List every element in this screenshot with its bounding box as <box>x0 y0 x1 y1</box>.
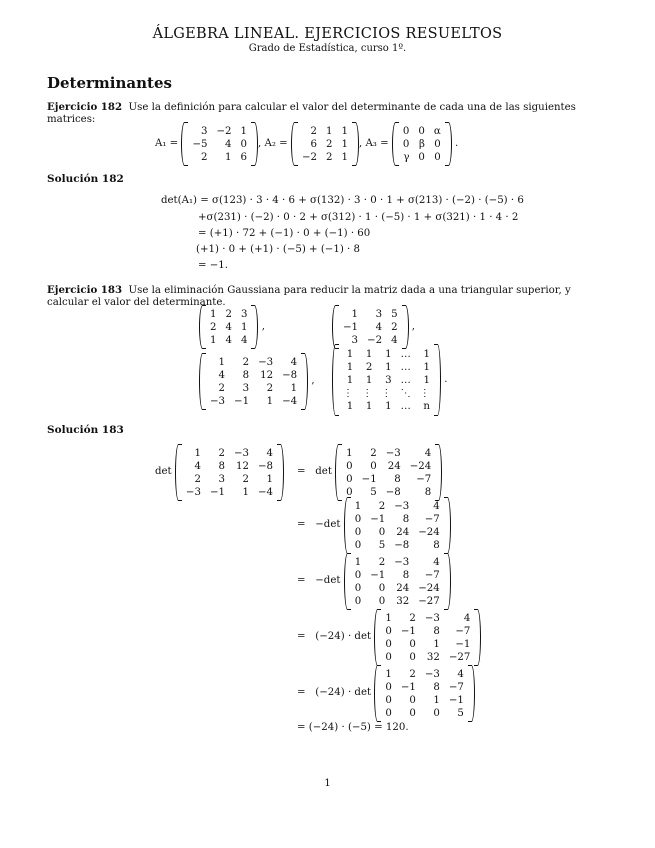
matrix-entry: −4 <box>282 395 298 407</box>
matrix-entry: −7 <box>424 513 440 525</box>
matrix-entry: 1 <box>210 308 217 320</box>
matrix-entry: −24 <box>418 526 440 538</box>
matrix-entry: 2 <box>225 308 232 320</box>
matrix-grid <box>339 306 402 349</box>
ex183-matrix-3: 1 2 −3 4 4 8 12 −8 2 3 2 1 −3 −1 1 −4 , <box>199 353 315 410</box>
sol183-step-4: = (−24) · det 1 2 −3 4 0 −1 8 −7 0 0 1 −1 0 0 32 −27 <box>297 609 481 666</box>
matrix-entry: 2 <box>378 500 386 512</box>
matrix-entry: −3 <box>258 356 274 368</box>
section-title: Determinantes <box>47 74 172 92</box>
matrix-entry: 0 <box>378 526 386 538</box>
matrix-entry: 0 <box>346 473 353 485</box>
matrix-entry: … <box>400 374 411 386</box>
matrix-entry: 24 <box>396 526 410 538</box>
matrix-grid <box>351 554 444 610</box>
matrix-entry: 8 <box>402 513 410 525</box>
matrix-entry: γ <box>403 151 410 163</box>
matrix-entry: 1 <box>346 361 354 373</box>
matrix-entry: −3 <box>385 447 401 459</box>
matrix-entry: 0 <box>402 125 410 137</box>
matrix-entry: 4 <box>463 612 471 624</box>
sol182-line-4: (+1) · 0 + (+1) · (−5) + (−1) · 8 <box>196 244 360 255</box>
matrix-entry: 1 <box>385 400 392 412</box>
matrix-entry: 0 <box>385 625 392 637</box>
matrix-a2 <box>291 122 359 166</box>
matrix-entry: 0 <box>418 125 425 137</box>
a2-label: , A₂ = <box>258 137 288 149</box>
matrix-entry: 1 <box>266 395 274 407</box>
matrix-entry: 8 <box>242 369 250 381</box>
matrix-entry: 1 <box>326 125 333 137</box>
matrix-entry: 12 <box>260 369 274 381</box>
matrix-entry: β <box>419 138 425 150</box>
matrix-entry: 1 <box>225 151 232 163</box>
matrix-entry: 0 <box>434 151 441 163</box>
matrix-entry: 4 <box>433 500 440 512</box>
matrix-entry: 1 <box>346 374 354 386</box>
matrix-entry: 0 <box>240 138 248 150</box>
exercise-183-text: Use la eliminación Gaussiana para reducir la matriz dada a una triangular superior, y calcular el valor del determinante. <box>47 285 571 309</box>
matrix-entry: 1 <box>423 374 430 386</box>
matrix-grid <box>206 354 301 410</box>
matrix-grid <box>351 498 444 554</box>
a3-label: , A₃ = <box>358 137 389 149</box>
matrix-entry: 2 <box>409 668 416 680</box>
exercise-182-label: Ejercicio 182 <box>47 101 123 113</box>
sol183-step-1: = det 1 2 −3 4 0 0 24 −24 0 −1 8 −7 0 5 −8 8 <box>297 444 442 501</box>
matrix-entry: 5 <box>378 539 386 551</box>
matrix-entry: 0 <box>434 138 441 150</box>
matrix-entry: 0 <box>354 513 362 525</box>
matrix-entry: 1 <box>194 447 201 459</box>
matrix-entry: 4 <box>240 334 248 346</box>
matrix-entry: 4 <box>225 334 232 346</box>
matrix-entry: 0 <box>354 569 362 581</box>
matrix-grid <box>339 346 434 415</box>
a1-label: A₁ = <box>155 137 179 149</box>
matrix-entry: −3 <box>233 447 249 459</box>
matrix-entry: ⋮ <box>343 387 354 399</box>
sol182-line-5: = −1. <box>198 260 229 271</box>
matrix-entry: −1 <box>209 486 225 498</box>
document-title: ÁLGEBRA LINEAL. EJERCICIOS RESUELTOS <box>152 26 503 42</box>
matrix-entry: 1 <box>385 348 392 360</box>
matrix-entry: 3 <box>351 334 359 346</box>
matrix-entry: −3 <box>424 612 440 624</box>
matrix-entry: 0 <box>433 707 440 719</box>
matrix-entry: 4 <box>433 556 440 568</box>
matrix-entry: −7 <box>455 625 471 637</box>
matrix-entry: 4 <box>194 460 201 472</box>
matrix-entry: −3 <box>394 500 410 512</box>
matrix-entry: 0 <box>354 539 362 551</box>
matrix-entry: ⋱ <box>400 387 411 399</box>
matrix-entry: 1 <box>266 473 274 485</box>
matrix-entry: 1 <box>242 486 249 498</box>
matrix-entry: 8 <box>218 460 225 472</box>
matrix-entry: … <box>400 400 411 412</box>
matrix-entry: 2 <box>370 447 377 459</box>
matrix-entry: 24 <box>387 460 401 472</box>
matrix-entry: 8 <box>433 625 440 637</box>
a3-end: . <box>455 137 459 149</box>
matrix-entry: 8 <box>394 473 401 485</box>
matrix-entry: −3 <box>394 556 410 568</box>
matrix-entry: 2 <box>391 321 398 333</box>
matrix-entry: 2 <box>266 382 274 394</box>
sol182-line-2: +σ(231) · (−2) · 0 · 2 + σ(312) · 1 · (−5) · 1 + σ(321) · 1 · 4 · 2 <box>198 212 519 223</box>
matrix-entry: −3 <box>210 395 226 407</box>
matrix-entry: 0 <box>370 460 377 472</box>
matrix-entry: 1 <box>385 668 392 680</box>
matrix-entry: ⋮ <box>419 387 430 399</box>
matrix-entry: 4 <box>225 138 232 150</box>
matrix-entry: 3 <box>242 382 250 394</box>
solution-183-label: Solución 183 <box>47 424 124 436</box>
matrix-entry: 2 <box>242 356 250 368</box>
matrix-entry: 5 <box>457 707 464 719</box>
matrix-entry: 0 <box>346 486 353 498</box>
matrix-entry: 3 <box>240 308 248 320</box>
matrix-entry: 4 <box>218 369 226 381</box>
matrix-entry: 0 <box>409 694 416 706</box>
matrix-entry: 0 <box>409 638 416 650</box>
matrix-grid <box>399 123 445 166</box>
matrix-entry: 1 <box>433 694 440 706</box>
solution-182-label: Solución 182 <box>47 173 124 185</box>
matrix-entry: 2 <box>378 556 386 568</box>
matrix-entry: 2 <box>310 125 317 137</box>
matrix-entry: 0 <box>402 138 410 150</box>
matrix-entry: 2 <box>326 151 333 163</box>
matrix-entry: −7 <box>424 569 440 581</box>
matrix-entry: 0 <box>354 595 362 607</box>
matrix-grid <box>298 123 352 166</box>
matrix-entry: 8 <box>433 539 440 551</box>
matrix-entry: 24 <box>396 582 410 594</box>
matrix-entry: 5 <box>370 486 377 498</box>
matrix-entry: 4 <box>391 334 398 346</box>
matrix-entry: 0 <box>385 638 392 650</box>
matrix-entry: 0 <box>409 651 416 663</box>
matrix-entry: 0 <box>354 526 362 538</box>
matrix-entry: −1 <box>234 395 250 407</box>
matrix-entry: 4 <box>457 668 464 680</box>
matrix-entry: 0 <box>346 460 353 472</box>
matrix-entry: 4 <box>375 321 383 333</box>
matrix-entry: 6 <box>240 151 248 163</box>
matrix-entry: 1 <box>290 382 298 394</box>
matrix-grid <box>381 610 474 666</box>
ex183-matrix-4: 1 1 1 … 1 1 2 1 … 1 1 1 3 … 1 ⋮ ⋮ ⋮ ⋱ ⋮ 1 1 1 … n . <box>332 344 447 416</box>
matrix-entry: 8 <box>402 569 410 581</box>
matrix-entry: 2 <box>218 382 226 394</box>
matrix-entry: 1 <box>240 321 248 333</box>
matrix-entry: 0 <box>409 707 416 719</box>
matrix-entry: α <box>433 125 441 137</box>
matrix-entry: −1 <box>448 694 464 706</box>
matrix-entry: −27 <box>418 595 440 607</box>
matrix-entry: n <box>423 400 430 412</box>
matrix-entry: 0 <box>354 582 362 594</box>
matrix-entry: −1 <box>361 473 377 485</box>
matrix-entry: ⋮ <box>362 387 373 399</box>
matrix-entry: 0 <box>385 651 392 663</box>
matrix-entry: 4 <box>290 356 298 368</box>
matrix-entry: 2 <box>210 321 217 333</box>
exercise-182-text: Use la definición para calcular el valor del determinante de cada una de las siguientes matrices: <box>47 102 576 126</box>
matrix-entry: 1 <box>385 612 392 624</box>
matrix-entry: 2 <box>201 151 208 163</box>
matrix-entry: 0 <box>385 707 392 719</box>
matrix-entry: 1 <box>423 361 430 373</box>
sol183-step-2: = −det 1 2 −3 4 0 −1 8 −7 0 0 24 −24 0 5 −8 8 <box>297 497 451 554</box>
matrix-entry: 1 <box>354 556 362 568</box>
matrix-grid <box>188 123 251 166</box>
matrix-entry: 1 <box>346 348 354 360</box>
matrix-entry: 8 <box>424 486 432 498</box>
matrix-entry: −3 <box>424 668 440 680</box>
matrix-entry: 3 <box>385 374 392 386</box>
matrix-entry: … <box>400 361 411 373</box>
matrix-entry: 1 <box>346 447 353 459</box>
matrix-entry: ⋮ <box>381 387 392 399</box>
matrix-entry: −24 <box>409 460 432 472</box>
matrix-entry: −27 <box>448 651 471 663</box>
matrix-entry: −1 <box>400 681 416 693</box>
matrix-entry: 32 <box>396 595 410 607</box>
page-number: 1 <box>324 778 331 789</box>
matrix-entry: −1 <box>370 569 386 581</box>
sol183-step-3: = −det 1 2 −3 4 0 −1 8 −7 0 0 24 −24 0 0 32 −27 <box>297 553 451 610</box>
sol182-line-1: det(A₁) = σ(123) · 3 · 4 · 6 + σ(132) · 3 · 0 · 1 + σ(213) · (−2) · (−5) · 6 <box>161 195 524 206</box>
matrix-entry: 1 <box>341 125 348 137</box>
ex183-matrix-1: 1 2 3 2 4 1 1 4 4 , <box>199 305 265 349</box>
matrix-entry: … <box>400 348 411 360</box>
sol183-step-5: = (−24) · det 1 2 −3 4 0 −1 8 −7 0 0 1 −1 0 0 0 5 <box>297 665 475 722</box>
matrix-entry: 3 <box>375 308 383 320</box>
matrix-entry: 2 <box>218 447 225 459</box>
matrix-entry: −4 <box>258 486 274 498</box>
matrix-entry: −2 <box>301 151 317 163</box>
sol183-step-0: det 1 2 −3 4 4 8 12 −8 2 3 2 1 −3 −1 1 −4 <box>155 444 284 501</box>
matrix-entry: 2 <box>326 138 333 150</box>
matrix-a3 <box>392 122 452 166</box>
matrix-entry: −8 <box>385 486 401 498</box>
matrix-a1 <box>181 122 258 166</box>
matrix-entry: 0 <box>418 151 425 163</box>
matrix-grid <box>206 306 251 349</box>
matrix-entry: −3 <box>185 486 201 498</box>
matrix-entry: 1 <box>240 125 248 137</box>
matrix-entry: 1 <box>218 356 226 368</box>
ex183-matrix-2: 1 3 5 −1 4 2 3 −2 4 , <box>332 305 415 349</box>
matrix-entry: −8 <box>258 460 274 472</box>
matrix-entry: 1 <box>341 151 348 163</box>
exercise-183 <box>47 284 607 309</box>
matrix-entry: −7 <box>448 681 464 693</box>
matrix-entry: 0 <box>378 582 386 594</box>
matrix-entry: 1 <box>365 400 373 412</box>
document-subtitle: Grado de Estadística, curso 1º. <box>248 43 407 54</box>
matrix-entry: 3 <box>201 125 208 137</box>
matrix-entry: 1 <box>433 638 440 650</box>
matrix-entry: 1 <box>346 400 354 412</box>
matrix-entry: −8 <box>394 539 410 551</box>
matrix-entry: −7 <box>416 473 432 485</box>
matrix-entry: 1 <box>423 348 430 360</box>
matrix-entry: 1 <box>341 138 348 150</box>
matrix-entry: 6 <box>310 138 317 150</box>
matrix-entry: 3 <box>218 473 225 485</box>
matrix-entry: −1 <box>370 513 386 525</box>
matrix-grid <box>381 666 468 722</box>
matrix-grid <box>182 445 277 501</box>
matrix-grid <box>342 445 435 501</box>
matrix-entry: −1 <box>455 638 471 650</box>
matrix-entry: 0 <box>378 595 386 607</box>
matrix-entry: 0 <box>385 694 392 706</box>
matrix-entry: −2 <box>216 125 232 137</box>
matrix-entry: 1 <box>354 500 362 512</box>
matrix-entry: 1 <box>385 361 392 373</box>
matrix-entry: 4 <box>424 447 432 459</box>
matrix-entry: 5 <box>391 308 398 320</box>
matrix-entry: 2 <box>194 473 201 485</box>
matrix-entry: 1 <box>210 334 217 346</box>
exercise-183-label: Ejercicio 183 <box>47 284 123 296</box>
matrix-entry: 2 <box>365 361 373 373</box>
matrix-entry: 1 <box>351 308 359 320</box>
matrix-entry: 0 <box>385 681 392 693</box>
matrix-entry: 4 <box>266 447 274 459</box>
matrix-entry: 1 <box>365 374 373 386</box>
matrix-entry: −8 <box>282 369 298 381</box>
matrix-entry: −1 <box>343 321 359 333</box>
matrix-entry: −5 <box>192 138 208 150</box>
matrix-entry: −1 <box>400 625 416 637</box>
matrix-entry: 8 <box>433 681 440 693</box>
sol182-line-3: = (+1) · 72 + (−1) · 0 + (−1) · 60 <box>198 228 371 239</box>
matrix-entry: 12 <box>236 460 249 472</box>
matrix-entry: 32 <box>426 651 440 663</box>
sol183-final: = (−24) · (−5) = 120. <box>297 722 409 733</box>
ex182-matrices <box>155 122 458 166</box>
matrix-entry: 1 <box>365 348 373 360</box>
matrix-entry: 2 <box>242 473 249 485</box>
matrix-entry: 4 <box>225 321 232 333</box>
matrix-entry: −2 <box>367 334 383 346</box>
matrix-entry: 2 <box>409 612 416 624</box>
matrix-entry: −24 <box>418 582 440 594</box>
